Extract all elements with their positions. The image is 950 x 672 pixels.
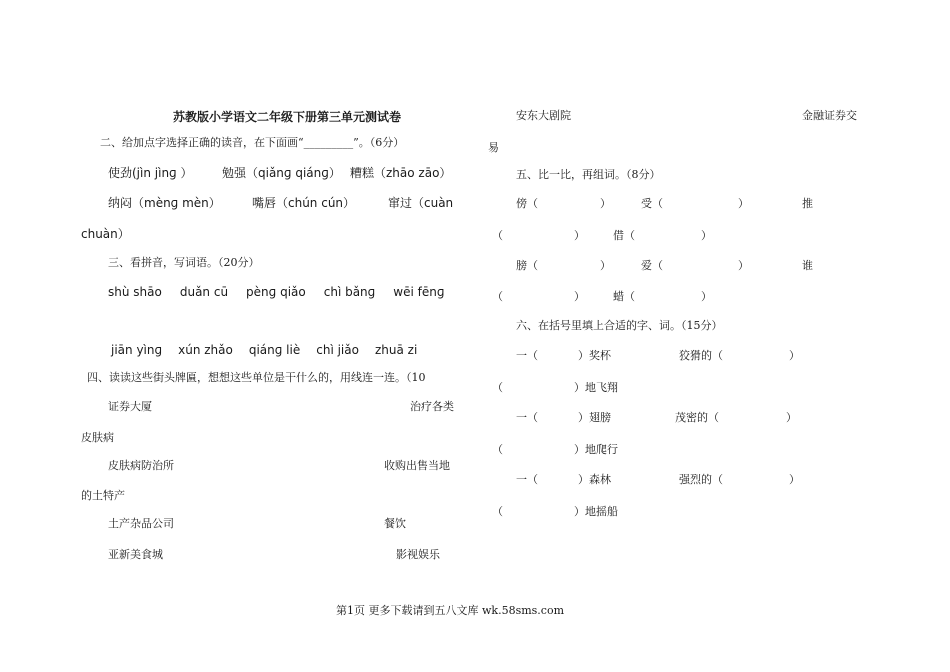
pinyin-item: wēi fēnɡ <box>393 285 445 299</box>
s5-char-2: 受（ <box>641 197 663 210</box>
s2-item-1: 使劲(jìn jìnɡ ） <box>108 166 193 180</box>
pinyin-item: zhuā zi <box>374 343 418 357</box>
sign-left-5: 安东大剧院 <box>516 109 571 122</box>
pinyin-item: pènɡ qiǎo <box>246 285 306 299</box>
s6-item: ）地飞翔 <box>574 381 618 394</box>
sign-left-2: 皮肤病防治所 <box>108 459 174 472</box>
sign-right-1: 治疗各类 <box>410 400 454 413</box>
s2-item-6: 窜过（cuàn <box>388 196 454 210</box>
s6-item: ）翅膀 <box>578 411 611 424</box>
s5-close: ） <box>701 290 712 303</box>
s6-item: ）奖杯 <box>578 349 611 362</box>
s6-item: ）地摇船 <box>574 505 618 518</box>
s5-close: ） <box>600 259 611 272</box>
s6-item: 茂密的（ <box>675 411 719 424</box>
pinyin-item: shù shāo <box>108 285 162 299</box>
section-2-header: 二、给加点字选择正确的读音，在下面画“_________”。（6分） <box>100 136 405 149</box>
sign-right-5-continued: 易 <box>488 141 499 154</box>
section-6-header: 六、在括号里填上合适的字、词。（15分） <box>516 319 723 332</box>
s5-char-6: 爱（ <box>641 259 663 272</box>
sign-right-2: 收购出售当地 <box>384 459 450 472</box>
pinyin-item: duǎn cū <box>179 285 229 299</box>
s6-prefix: 一（ <box>516 411 538 424</box>
sign-left-1: 证券大厦 <box>108 400 152 413</box>
s2-item-5: 嘴唇（chún cún） <box>252 196 356 210</box>
s6-item: 强烈的（ <box>679 473 723 486</box>
s6-item: 狡猾的（ <box>679 349 723 362</box>
s6-close: ） <box>789 473 800 486</box>
s5-open: （ <box>492 290 503 303</box>
pinyin-item: xún zhǎo <box>178 343 233 357</box>
sign-right-5: 金融证券交 <box>802 109 857 122</box>
s5-char-8: 蜡（ <box>613 290 635 303</box>
pinyin-item: qiánɡ liè <box>248 343 301 357</box>
s5-char-4: 借（ <box>613 229 635 242</box>
s2-item-3: 糟糕（zhāo zāo） <box>350 166 452 180</box>
s2-item-4: 纳闷（mènɡ mèn） <box>108 196 221 210</box>
s5-close: ） <box>600 197 611 210</box>
pinyin-item: jiān yìnɡ <box>111 343 163 357</box>
sign-right-4: 影视娱乐 <box>396 548 440 561</box>
s5-close: ） <box>574 229 585 242</box>
section-5-header: 五、比一比，再组词。（8分） <box>516 168 661 181</box>
s6-item: ）森林 <box>578 473 611 486</box>
s6-open: （ <box>492 381 503 394</box>
s5-close: ） <box>738 197 749 210</box>
s5-char-7: 谁 <box>802 259 813 272</box>
s6-close: ） <box>789 349 800 362</box>
s5-open: （ <box>492 229 503 242</box>
pinyin-item: chì bǎnɡ <box>323 285 376 299</box>
s6-prefix: 一（ <box>516 473 538 486</box>
sign-left-3: 土产杂品公司 <box>108 517 174 530</box>
s6-close: ） <box>786 411 797 424</box>
s6-open: （ <box>492 443 503 456</box>
sign-right-3: 餐饮 <box>384 517 406 530</box>
s6-item: ）地爬行 <box>574 443 618 456</box>
section-3-header: 三、看拼音，写词语。（20分） <box>108 256 260 269</box>
sign-right-1-continued: 皮肤病 <box>81 431 114 444</box>
s5-close: ） <box>738 259 749 272</box>
page-footer: 第1页 更多下载请到五八文库 wk.58sms.com <box>336 604 564 617</box>
s5-close: ） <box>701 229 712 242</box>
page-title: 苏教版小学语文二年级下册第三单元测试卷 <box>173 110 402 124</box>
s5-char-5: 膀（ <box>516 259 538 272</box>
s6-open: （ <box>492 505 503 518</box>
pinyin-row-2 <box>111 343 433 357</box>
s5-char-1: 傍（ <box>516 197 538 210</box>
sign-right-2-continued: 的土特产 <box>81 489 125 502</box>
pinyin-item: chì jiǎo <box>316 343 359 357</box>
pinyin-row-1 <box>108 285 462 299</box>
sign-left-4: 亚新美食城 <box>108 548 163 561</box>
s2-item-2: 勉强（qiǎnɡ qiánɡ） <box>222 166 341 180</box>
section-4-header: 四、读读这些街头牌匾，想想这些单位是干什么的，用线连一连。（10 <box>87 371 426 384</box>
s2-item-6-continued: chuàn） <box>81 227 130 241</box>
s5-close: ） <box>574 290 585 303</box>
s6-prefix: 一（ <box>516 349 538 362</box>
s5-char-3: 推 <box>802 197 813 210</box>
